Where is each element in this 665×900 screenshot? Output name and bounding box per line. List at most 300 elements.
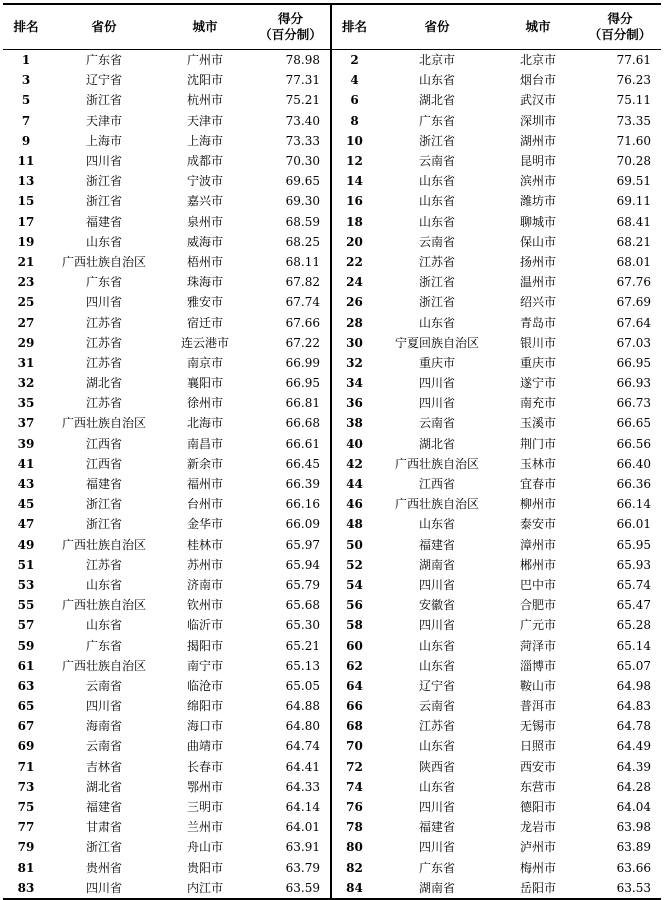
city-cell: 泰安市 [519, 517, 556, 532]
city-cell: 德阳市 [519, 800, 556, 815]
province-cell: 浙江省 [85, 517, 122, 532]
table-row [3, 191, 661, 211]
score-cell: 67.03 [616, 335, 651, 350]
rank-cell: 66 [331, 696, 377, 716]
table-row [3, 232, 661, 252]
province-cell: 江苏省 [85, 355, 122, 370]
score-cell: 67.22 [285, 335, 320, 350]
rank-cell: 47 [17, 517, 35, 532]
rank-cell: 69 [17, 739, 35, 754]
city-cell: 杭州市 [186, 93, 223, 108]
rank-cell: 32 [17, 376, 35, 391]
header-province: 省份 [377, 4, 497, 50]
score-cell: 65.68 [285, 598, 320, 613]
city-cell: 岳阳市 [519, 880, 556, 895]
rank-cell: 80 [331, 837, 377, 857]
header-score [251, 4, 331, 50]
city-cell: 南充市 [519, 396, 556, 411]
rank-cell: 73 [17, 779, 35, 794]
city-cell: 桂林市 [186, 537, 223, 552]
rank-cell: 55 [17, 598, 35, 613]
province-cell: 湖南省 [418, 557, 455, 572]
rank-cell: 81 [17, 860, 35, 875]
city-cell: 武汉市 [519, 93, 556, 108]
province-cell: 江西省 [418, 477, 455, 492]
rank-cell: 21 [17, 254, 35, 269]
city-cell: 青岛市 [519, 315, 556, 330]
city-cell: 珠海市 [186, 275, 223, 290]
table-row [3, 70, 661, 90]
rank-cell: 9 [21, 133, 31, 148]
province-cell: 云南省 [85, 739, 122, 754]
city-cell: 郴州市 [519, 557, 556, 572]
score-cell: 73.40 [285, 113, 320, 128]
province-cell: 陕西省 [418, 759, 455, 774]
province-cell: 广东省 [418, 860, 455, 875]
header-score-line1: 得分 [607, 11, 633, 26]
province-cell: 四川省 [418, 618, 455, 633]
rank-cell: 83 [17, 880, 35, 895]
city-cell: 巴中市 [519, 577, 556, 592]
rank-cell: 64 [331, 676, 377, 696]
table-row [3, 111, 661, 131]
score-cell: 66.16 [285, 497, 320, 512]
score-cell: 64.98 [616, 678, 651, 693]
rank-cell: 7 [21, 113, 31, 128]
city-cell: 内江市 [186, 880, 223, 895]
rank-cell: 16 [331, 191, 377, 211]
rank-cell: 79 [17, 840, 35, 855]
table-row [3, 413, 661, 433]
rank-cell: 49 [17, 537, 35, 552]
score-cell: 73.35 [616, 113, 651, 128]
rank-cell: 30 [331, 333, 377, 353]
score-cell: 65.97 [285, 537, 320, 552]
rank-cell: 72 [331, 757, 377, 777]
rank-cell: 60 [331, 635, 377, 655]
header-score [579, 4, 661, 50]
province-cell: 四川省 [418, 376, 455, 391]
city-cell: 济南市 [186, 577, 223, 592]
city-cell: 泉州市 [186, 214, 223, 229]
score-cell: 78.98 [285, 53, 320, 68]
city-cell: 日照市 [519, 739, 556, 754]
score-cell: 63.89 [616, 840, 651, 855]
city-cell: 保山市 [519, 234, 556, 249]
table-row [3, 353, 661, 373]
score-cell: 75.11 [616, 93, 651, 108]
province-cell: 辽宁省 [85, 73, 122, 88]
rank-cell: 23 [17, 275, 35, 290]
province-cell: 广西壮族自治区 [61, 537, 146, 552]
city-cell: 临沂市 [186, 618, 223, 633]
rank-cell: 2 [331, 50, 377, 71]
city-cell: 绍兴市 [519, 295, 556, 310]
table-row [3, 555, 661, 575]
score-cell: 73.33 [285, 133, 320, 148]
score-cell: 63.91 [285, 840, 320, 855]
rank-cell: 51 [17, 557, 35, 572]
score-cell: 65.93 [616, 557, 651, 572]
score-cell: 69.65 [285, 174, 320, 189]
table-row [3, 474, 661, 494]
city-cell: 南京市 [186, 355, 223, 370]
city-cell: 钦州市 [186, 598, 223, 613]
score-cell: 70.28 [616, 154, 651, 169]
province-cell: 江西省 [85, 436, 122, 451]
city-cell: 鞍山市 [519, 678, 556, 693]
rank-cell: 25 [17, 295, 35, 310]
city-cell: 上海市 [186, 133, 223, 148]
province-cell: 四川省 [418, 840, 455, 855]
city-cell: 遂宁市 [519, 376, 556, 391]
city-cell: 滨州市 [519, 174, 556, 189]
province-cell: 山东省 [418, 517, 455, 532]
score-cell: 77.31 [285, 73, 320, 88]
city-cell: 福州市 [186, 477, 223, 492]
score-cell: 66.95 [616, 355, 651, 370]
score-cell: 65.95 [616, 537, 651, 552]
rank-cell: 53 [17, 577, 35, 592]
province-cell: 湖北省 [85, 779, 122, 794]
province-cell: 海南省 [85, 719, 122, 734]
city-cell: 南昌市 [186, 436, 223, 451]
province-cell: 福建省 [418, 537, 455, 552]
city-cell: 玉林市 [519, 456, 556, 471]
province-cell: 四川省 [85, 154, 122, 169]
table-row [3, 514, 661, 534]
province-cell: 山东省 [418, 214, 455, 229]
score-cell: 75.21 [285, 93, 320, 108]
province-cell: 重庆市 [418, 355, 455, 370]
rank-cell: 6 [331, 90, 377, 110]
score-cell: 65.74 [616, 577, 651, 592]
province-cell: 云南省 [418, 416, 455, 431]
province-cell: 浙江省 [85, 194, 122, 209]
rank-cell: 31 [17, 355, 35, 370]
province-cell: 江苏省 [418, 254, 455, 269]
rank-cell: 4 [331, 70, 377, 90]
city-cell: 金华市 [186, 517, 223, 532]
score-cell: 66.14 [616, 497, 651, 512]
score-cell: 63.79 [285, 860, 320, 875]
table-row [3, 434, 661, 454]
score-cell: 64.01 [285, 820, 320, 835]
city-cell: 连云港市 [180, 335, 229, 350]
score-cell: 66.56 [616, 436, 651, 451]
table-row [3, 494, 661, 514]
province-cell: 湖南省 [418, 880, 455, 895]
header-rank: 排名 [331, 4, 377, 50]
city-cell: 北京市 [519, 53, 556, 68]
province-cell: 山东省 [85, 577, 122, 592]
rank-cell: 41 [17, 456, 35, 471]
city-cell: 菏泽市 [519, 638, 556, 653]
score-cell: 65.94 [285, 557, 320, 572]
table-row [3, 757, 661, 777]
score-cell: 66.45 [285, 456, 320, 471]
city-cell: 临沧市 [186, 678, 223, 693]
province-cell: 四川省 [418, 800, 455, 815]
rank-cell: 22 [331, 252, 377, 272]
table-body [3, 50, 661, 899]
rank-cell: 54 [331, 575, 377, 595]
province-cell: 浙江省 [85, 497, 122, 512]
score-cell: 67.82 [285, 275, 320, 290]
score-cell: 65.28 [616, 618, 651, 633]
score-cell: 68.01 [616, 254, 651, 269]
province-cell: 广东省 [85, 53, 122, 68]
score-cell: 64.74 [285, 739, 320, 754]
rank-cell: 15 [17, 194, 35, 209]
city-cell: 玉溪市 [519, 416, 556, 431]
city-cell: 沈阳市 [186, 73, 223, 88]
score-cell: 67.64 [616, 315, 651, 330]
header-score-line1: 得分 [277, 11, 303, 26]
city-cell: 长春市 [186, 759, 223, 774]
rank-cell: 84 [331, 878, 377, 899]
province-cell: 湖北省 [418, 93, 455, 108]
rank-cell: 10 [331, 131, 377, 151]
rank-cell: 5 [21, 93, 31, 108]
rank-cell: 78 [331, 817, 377, 837]
province-cell: 山东省 [418, 638, 455, 653]
table-row [3, 716, 661, 736]
province-cell: 天津市 [85, 113, 122, 128]
province-cell: 宁夏回族自治区 [394, 335, 479, 350]
score-cell: 65.05 [285, 678, 320, 693]
rank-cell: 18 [331, 212, 377, 232]
province-cell: 江苏省 [418, 719, 455, 734]
rank-cell: 76 [331, 797, 377, 817]
rank-cell: 17 [17, 214, 35, 229]
rank-cell: 28 [331, 312, 377, 332]
table-row [3, 635, 661, 655]
rank-cell: 11 [17, 154, 35, 169]
rank-cell: 19 [17, 234, 35, 249]
table-row [3, 272, 661, 292]
rank-cell: 52 [331, 555, 377, 575]
score-cell: 64.83 [616, 699, 651, 714]
province-cell: 广西壮族自治区 [61, 658, 146, 673]
city-cell: 普洱市 [519, 699, 556, 714]
rank-cell: 38 [331, 413, 377, 433]
rank-cell: 82 [331, 858, 377, 878]
score-cell: 65.21 [285, 638, 320, 653]
province-cell: 山东省 [418, 194, 455, 209]
rank-cell: 61 [17, 658, 35, 673]
province-cell: 山东省 [418, 174, 455, 189]
table-row [3, 736, 661, 756]
table-row [3, 312, 661, 332]
score-cell: 66.93 [616, 376, 651, 391]
score-cell: 69.30 [285, 194, 320, 209]
city-cell: 银川市 [519, 335, 556, 350]
province-cell: 浙江省 [418, 275, 455, 290]
province-cell: 广西壮族自治区 [61, 416, 146, 431]
city-cell: 宜春市 [519, 477, 556, 492]
score-cell: 66.36 [616, 477, 651, 492]
rank-cell: 36 [331, 393, 377, 413]
province-cell: 江苏省 [85, 315, 122, 330]
rank-cell: 40 [331, 434, 377, 454]
rank-cell: 20 [331, 232, 377, 252]
province-cell: 湖北省 [418, 436, 455, 451]
rank-cell: 3 [21, 73, 31, 88]
province-cell: 浙江省 [85, 840, 122, 855]
city-cell: 雅安市 [186, 295, 223, 310]
city-cell: 三明市 [186, 800, 223, 815]
city-cell: 兰州市 [186, 820, 223, 835]
rank-cell: 29 [17, 335, 35, 350]
province-cell: 广西壮族自治区 [394, 456, 479, 471]
province-cell: 云南省 [418, 154, 455, 169]
table-row [3, 212, 661, 232]
province-cell: 江苏省 [85, 396, 122, 411]
score-cell: 67.76 [616, 275, 651, 290]
rank-cell: 70 [331, 736, 377, 756]
province-cell: 广西壮族自治区 [61, 598, 146, 613]
table-row [3, 575, 661, 595]
table-row [3, 858, 661, 878]
city-cell: 龙岩市 [519, 820, 556, 835]
rank-cell: 43 [17, 477, 35, 492]
score-cell: 68.11 [285, 254, 320, 269]
rank-cell: 12 [331, 151, 377, 171]
city-cell: 荆门市 [519, 436, 556, 451]
header-score-line2: （百分制） [259, 27, 322, 42]
province-cell: 福建省 [85, 800, 122, 815]
province-cell: 福建省 [418, 820, 455, 835]
city-cell: 成都市 [186, 154, 223, 169]
province-cell: 山东省 [418, 658, 455, 673]
city-cell: 聊城市 [519, 214, 556, 229]
header-rank: 排名 [3, 4, 49, 50]
province-cell: 湖北省 [85, 376, 122, 391]
score-cell: 68.25 [285, 234, 320, 249]
province-cell: 安徽省 [418, 598, 455, 613]
city-cell: 天津市 [186, 113, 223, 128]
table-row [3, 535, 661, 555]
city-cell: 曲靖市 [186, 739, 223, 754]
score-cell: 65.14 [616, 638, 651, 653]
city-cell: 新余市 [186, 456, 223, 471]
province-cell: 山东省 [85, 618, 122, 633]
rank-cell: 27 [17, 315, 35, 330]
city-cell: 合肥市 [519, 598, 556, 613]
city-cell: 揭阳市 [186, 638, 223, 653]
city-cell: 贵阳市 [186, 860, 223, 875]
score-cell: 64.28 [616, 779, 651, 794]
province-cell: 山东省 [418, 73, 455, 88]
header-province: 省份 [49, 4, 159, 50]
header-city: 城市 [159, 4, 251, 50]
city-cell: 昆明市 [519, 154, 556, 169]
province-cell: 福建省 [85, 477, 122, 492]
city-cell: 苏州市 [186, 557, 223, 572]
city-cell: 嘉兴市 [186, 194, 223, 209]
city-cell: 烟台市 [519, 73, 556, 88]
score-cell: 63.53 [616, 880, 651, 895]
city-cell: 深圳市 [519, 113, 556, 128]
city-cell: 宿迁市 [186, 315, 223, 330]
province-cell: 辽宁省 [418, 678, 455, 693]
score-cell: 71.60 [616, 133, 651, 148]
score-cell: 67.66 [285, 315, 320, 330]
score-cell: 65.47 [616, 598, 651, 613]
rank-cell: 42 [331, 454, 377, 474]
city-cell: 重庆市 [519, 355, 556, 370]
province-cell: 山东省 [418, 315, 455, 330]
city-cell: 北海市 [186, 416, 223, 431]
score-cell: 66.99 [285, 355, 320, 370]
province-cell: 江西省 [85, 456, 122, 471]
table-row [3, 151, 661, 171]
province-cell: 浙江省 [418, 133, 455, 148]
score-cell: 68.41 [616, 214, 651, 229]
province-cell: 云南省 [418, 234, 455, 249]
province-cell: 四川省 [418, 396, 455, 411]
score-cell: 63.98 [616, 820, 651, 835]
province-cell: 浙江省 [85, 93, 122, 108]
rank-cell: 1 [21, 53, 31, 68]
province-cell: 广东省 [418, 113, 455, 128]
score-cell: 69.51 [616, 174, 651, 189]
city-cell: 温州市 [519, 275, 556, 290]
score-cell: 64.14 [285, 800, 320, 815]
score-cell: 64.49 [616, 739, 651, 754]
score-cell: 66.73 [616, 396, 651, 411]
header-row [3, 4, 661, 50]
rank-cell: 56 [331, 595, 377, 615]
province-cell: 江苏省 [85, 557, 122, 572]
score-cell: 64.04 [616, 800, 651, 815]
city-cell: 无锡市 [519, 719, 556, 734]
rank-cell: 34 [331, 373, 377, 393]
table-row [3, 252, 661, 272]
rank-cell: 39 [17, 436, 35, 451]
province-cell: 贵州省 [85, 860, 122, 875]
score-cell: 65.30 [285, 618, 320, 633]
table-row [3, 595, 661, 615]
score-cell: 68.21 [616, 234, 651, 249]
province-cell: 福建省 [85, 214, 122, 229]
score-cell: 67.69 [616, 295, 651, 310]
rank-cell: 46 [331, 494, 377, 514]
province-cell: 吉林省 [85, 759, 122, 774]
city-cell: 梅州市 [519, 860, 556, 875]
city-cell: 海口市 [186, 719, 223, 734]
score-cell: 65.07 [616, 658, 651, 673]
province-cell: 云南省 [85, 678, 122, 693]
rank-cell: 62 [331, 656, 377, 676]
city-cell: 宁波市 [186, 174, 223, 189]
score-cell: 66.95 [285, 376, 320, 391]
table-row [3, 131, 661, 151]
rank-cell: 44 [331, 474, 377, 494]
rank-cell: 32 [331, 353, 377, 373]
province-cell: 北京市 [418, 53, 455, 68]
city-cell: 西安市 [519, 759, 556, 774]
score-cell: 66.65 [616, 416, 651, 431]
province-cell: 云南省 [418, 699, 455, 714]
province-cell: 甘肃省 [85, 820, 122, 835]
rank-cell: 77 [17, 820, 35, 835]
rank-cell: 65 [17, 699, 35, 714]
city-cell: 梧州市 [186, 254, 223, 269]
city-cell: 广州市 [186, 53, 223, 68]
header-city: 城市 [497, 4, 579, 50]
